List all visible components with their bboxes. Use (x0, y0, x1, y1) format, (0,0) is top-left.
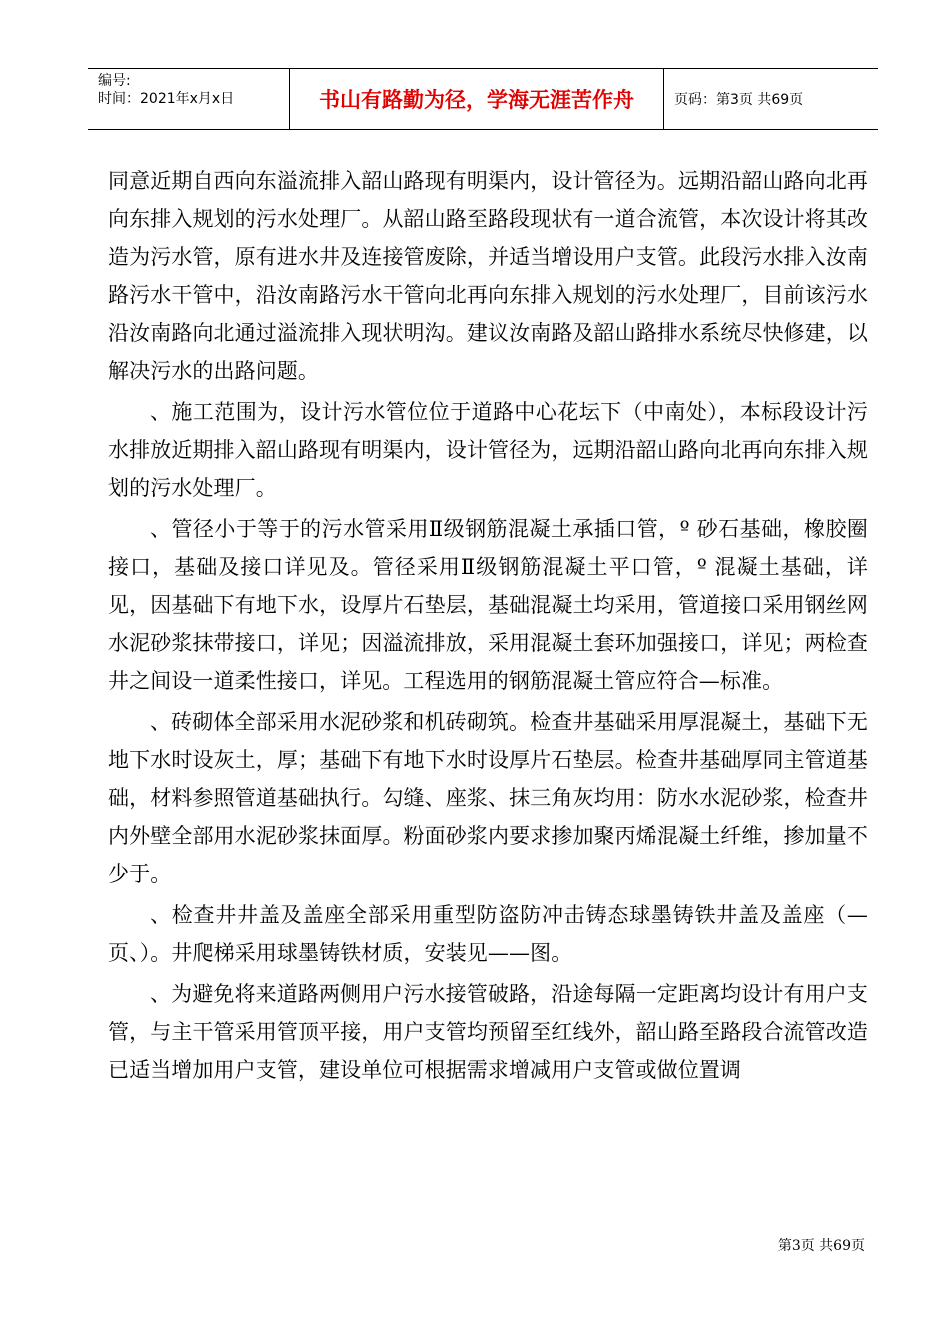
paragraph: 、检查井井盖及盖座全部采用重型防盗防冲击铸态球墨铸铁井盖及盖座（—页、）。井爬梯采用球墨铸铁材质，安装见——图。 (108, 903, 868, 965)
page-footer: 第3页 共69页 (777, 1238, 865, 1254)
document-time-label: 时间：2021年x月x日 (98, 91, 235, 107)
page-header (88, 68, 878, 130)
paragraph: 、砖砌体全部采用水泥砂浆和机砖砌筑。检查井基础采用厚混凝土，基础下无地下水时设灰土，厚；基础下有地下水时设厚片石垫层。检查井基础厚同主管道基础，材料参照管道基础执行。勾缝、座浆、抹三角灰均用：防水水泥砂浆，检查井内外壁全部用水泥砂浆抹面厚。粉面砂浆内要求掺加聚丙烯混凝土纤维，掺加量不少于。 (108, 710, 868, 886)
document-body (108, 162, 868, 1092)
paragraph: 、为避免将来道路两侧用户污水接管破路，沿途每隔一定距离均设计有用户支管，与主干管采用管顶平接，用户支管均预留至红线外，韶山路至路段合流管改造已适当增加用户支管，建设单位可根据需求增减用户支管或做位置调 (108, 982, 868, 1082)
header-meta (88, 69, 290, 129)
paragraph: 同意近期自西向东溢流排入韶山路现有明渠内，设计管径为。远期沿韶山路向北再向东排入规划的污水处理厂。从韶山路至路段现状有一道合流管，本次设计将其改造为污水管，原有进水井及连接管废除，并适当增设用户支管。此段污水排入汝南路污水干管中，沿汝南路污水干管向北再向东排入规划的污水处理厂，目前该污水沿汝南路向北通过溢流排入现状明沟。建议汝南路及韶山路排水系统尽快修建，以解决污水的出路问题。 (108, 169, 868, 383)
header-motto: 书山有路勤为径，学海无涯苦作舟 (290, 69, 664, 129)
document-number-label: 编号: (98, 73, 131, 89)
paragraph: 、施工范围为，设计污水管位位于道路中心花坛下（中南处），本标段设计污水排放近期排入韶山路现有明渠内，设计管径为，远期沿韶山路向北再向东排入规划的污水处理厂。 (108, 400, 868, 500)
header-page-label: 页码：第3页 共69页 (674, 92, 804, 108)
paragraph: 、管径小于等于的污水管采用Ⅱ级钢筋混凝土承插口管，º 砂石基础，橡胶圈接口，基础及接口详见及。管径采用Ⅱ级钢筋混凝土平口管，º 混凝土基础，详见，因基础下有地下水，设厚片石垫层，基础混凝土均采用，管道接口采用钢丝网水泥砂浆抹带接口，详见；因溢流排放，采用混凝土套环加强接口，详见；两检查井之间设一道柔性接口，详见。工程选用的钢筋混凝土管应符合—标准。 (108, 517, 868, 693)
